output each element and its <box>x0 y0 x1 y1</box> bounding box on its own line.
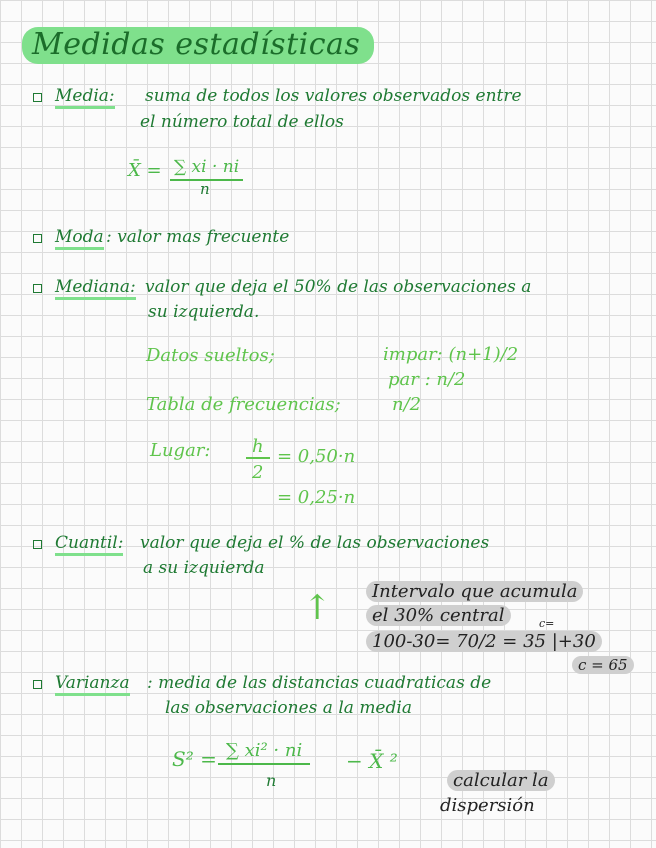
media-desc-line1: suma de todos los valores observados entre <box>145 86 522 106</box>
bullet-icon <box>33 284 42 293</box>
cuantil-term: Cuantil: <box>55 533 123 556</box>
tabla-frecuencias-value: n/2 <box>392 394 422 415</box>
mediana-term: Mediana: <box>55 277 136 300</box>
varianza-term: Varianza <box>55 673 130 696</box>
lugar-equation-2: = 0,25·n <box>277 487 356 508</box>
varianza-formula-numerator: ∑ xi² · ni <box>218 740 310 765</box>
datos-sueltos-label: Datos sueltos; <box>146 345 275 366</box>
media-term: Media: <box>55 86 115 109</box>
varianza-desc-line2: las observaciones a la media <box>165 698 412 718</box>
cuantil-note-line2: el 30% central <box>366 605 511 626</box>
page-title: Medidas estadísticas <box>22 27 374 64</box>
varianza-note-line2: dispersión <box>440 795 535 816</box>
arrow-up-icon: ↑ <box>303 588 332 628</box>
bullet-icon <box>33 93 42 102</box>
cuantil-note-result: c = 65 <box>572 656 634 674</box>
moda-term: Moda <box>55 227 104 250</box>
tabla-frecuencias-label: Tabla de frecuencias; <box>146 394 341 415</box>
bullet-icon <box>33 680 42 689</box>
lugar-denominator: 2 <box>252 462 264 483</box>
cuantil-note-calc: 100-30= 70/2 = 35 |+30 <box>366 631 602 652</box>
impar-rule: impar: (n+1)/2 <box>383 344 519 365</box>
cuantil-note-line1: Intervalo que acumula <box>366 581 583 602</box>
lugar-numerator: h <box>246 436 270 459</box>
cuantil-desc-line2: a su izquierda <box>143 558 265 578</box>
varianza-desc-line1: : media de las distancias cuadraticas de <box>147 673 492 693</box>
mediana-desc-line1: valor que deja el 50% de las observaciones a <box>145 277 532 297</box>
bullet-icon <box>33 540 42 549</box>
cuantil-note-c-label: c= <box>539 617 555 630</box>
mediana-desc-line2: su izquierda. <box>148 302 260 322</box>
media-desc-line2: el número total de ellos <box>140 112 344 132</box>
media-formula-denominator: n <box>200 180 210 198</box>
moda-desc: : valor mas frecuente <box>106 227 290 247</box>
varianza-formula-lhs: S² = <box>172 747 217 771</box>
varianza-formula-denominator: n <box>266 771 277 790</box>
par-rule: par : n/2 <box>388 369 466 390</box>
media-formula-lhs: X̄ = <box>128 160 162 181</box>
lugar-label: Lugar: <box>150 440 211 461</box>
lugar-equation-1: = 0,50·n <box>277 446 356 467</box>
varianza-note-line1: calcular la <box>447 770 555 791</box>
media-formula-numerator: ∑ xi · ni <box>170 157 243 181</box>
cuantil-desc-line1: valor que deja el % de las observaciones <box>140 533 490 553</box>
varianza-formula-rest: − X̄ ² <box>346 749 398 773</box>
bullet-icon <box>33 234 42 243</box>
